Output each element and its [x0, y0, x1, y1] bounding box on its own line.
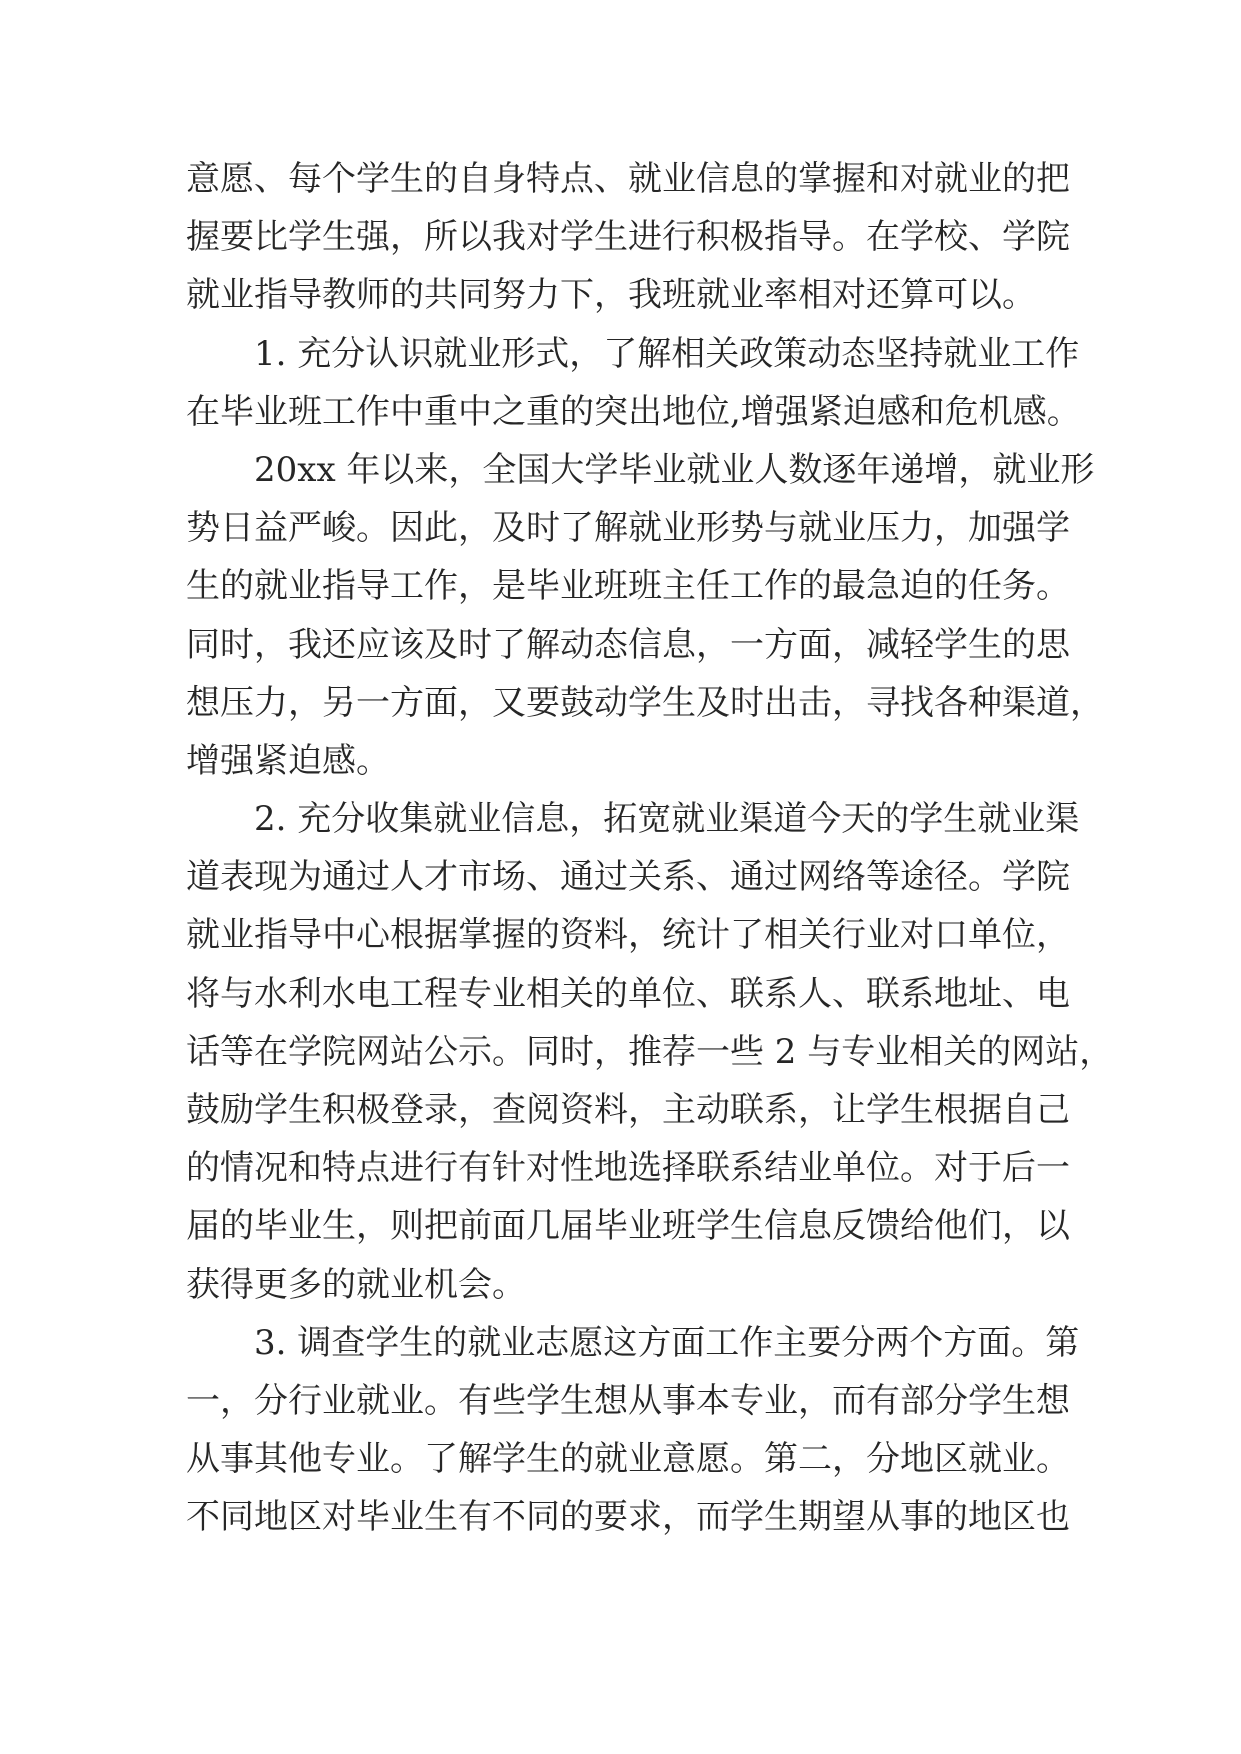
text-line: 就业指导教师的共同努力下，我班就业率相对还算可以。 — [186, 275, 1036, 316]
text-line: 增强紧迫感。 — [186, 740, 390, 781]
body-text — [186, 150, 1114, 1547]
text-line: 生的就业指导工作，是毕业班班主任工作的最急迫的任务。 — [186, 566, 1070, 607]
text-line: 获得更多的就业机会。 — [186, 1264, 526, 1305]
text-line: 鼓励学生积极登录，查阅资料，主动联系，让学生根据自己 — [186, 1090, 1070, 1130]
text-line: 不同地区对毕业生有不同的要求，而学生期望从事的地区也 — [186, 1497, 1070, 1538]
text-line: 想压力，另一方面，又要鼓动学生及时出击，寻找各种渠道， — [186, 682, 1104, 723]
text-line: 3. 调查学生的就业志愿这方面工作主要分两个方面。第 — [186, 1322, 1080, 1363]
text-line: 话等在学院网站公示。同时，推荐一些 2 与专业相关的网站， — [186, 1031, 1114, 1072]
text-line: 20xx 年以来，全国大学毕业就业人数逐年递增，就业形 — [186, 449, 1095, 490]
text-line: 道表现为通过人才市场、通过关系、通过网络等途径。学院 — [186, 857, 1070, 898]
text-line: 1. 充分认识就业形式，了解相关政策动态坚持就业工作 — [186, 333, 1080, 374]
text-line: 在毕业班工作中重中之重的突出地位,增强紧迫感和危机感。 — [186, 391, 1081, 432]
text-line: 届的毕业生，则把前面几届毕业班学生信息反馈给他们，以 — [186, 1206, 1070, 1247]
text-line: 就业指导中心根据掌握的资料，统计了相关行业对口单位， — [186, 915, 1070, 956]
text-line: 同时，我还应该及时了解动态信息，一方面，减轻学生的思 — [186, 624, 1070, 665]
text-line: 意愿、每个学生的自身特点、就业信息的掌握和对就业的把 — [186, 159, 1070, 199]
text-line: 从事其他专业。了解学生的就业意愿。第二，分地区就业。 — [186, 1439, 1070, 1480]
text-line: 势日益严峻。因此，及时了解就业形势与就业压力，加强学 — [186, 508, 1070, 549]
text-line: 2. 充分收集就业信息，拓宽就业渠道今天的学生就业渠 — [186, 799, 1080, 840]
text-line: 一，分行业就业。有些学生想从事本专业，而有部分学生想 — [186, 1380, 1070, 1421]
text-line: 将与水利水电工程专业相关的单位、联系人、联系地址、电 — [186, 973, 1070, 1014]
text-line: 握要比学生强，所以我对学生进行积极指导。在学校、学院 — [186, 217, 1070, 258]
text-line: 的情况和特点进行有针对性地选择联系结业单位。对于后一 — [186, 1148, 1070, 1189]
